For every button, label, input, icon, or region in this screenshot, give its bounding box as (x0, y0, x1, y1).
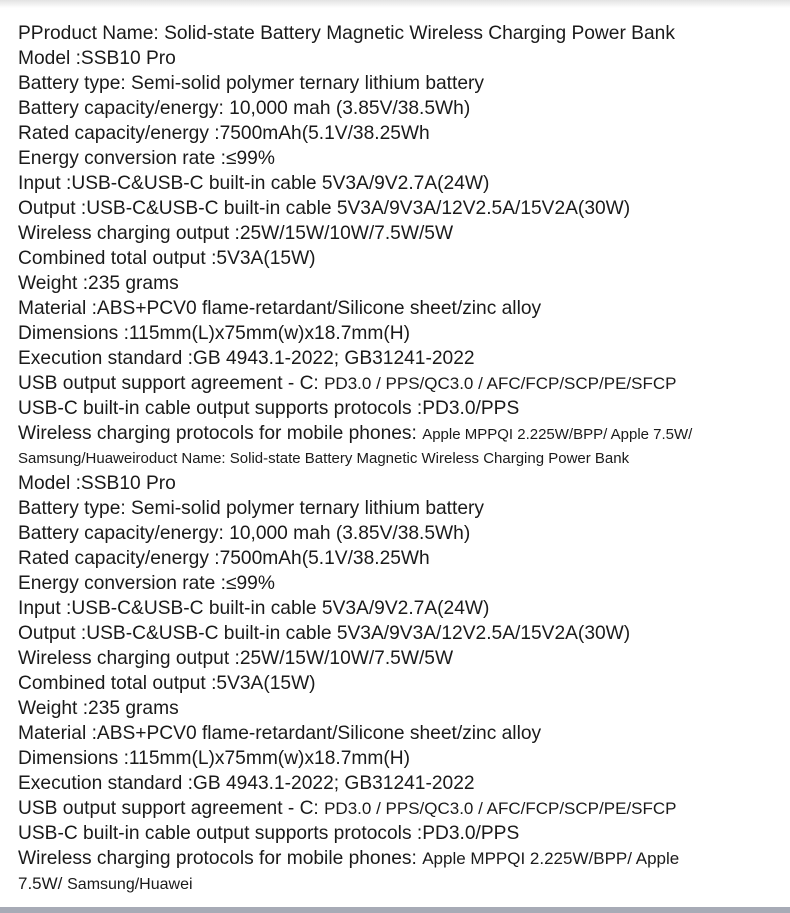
usb-agreement-line (18, 371, 786, 396)
wireless-protocols-line (18, 421, 786, 446)
bottom-divider (0, 907, 790, 913)
usb-agreement-value: PD3.0 / PPS/QC3.0 / AFC/FCP/SCP/PE/SFCP (324, 374, 677, 393)
spec-line: Dimensions :115mm(L)x75mm(w)x18.7mm(H) (18, 323, 410, 344)
wireless-protocols-continuation (18, 871, 786, 896)
spec-line: Energy conversion rate :≤99% (18, 573, 275, 594)
spec-line: Input :USB-C&USB-C built-in cable 5V3A/9V2.7A(24W) (18, 173, 490, 194)
spec-line: Wireless charging output :25W/15W/10W/7.5W/5W (18, 648, 454, 669)
spec-line: Input :USB-C&USB-C built-in cable 5V3A/9V2.7A(24W) (18, 598, 490, 619)
spec-line: PProduct Name: Solid-state Battery Magnetic Wireless Charging Power Bank (18, 23, 675, 44)
spec-line: Material :ABS+PCV0 flame-retardant/Silicone sheet/zinc alloy (18, 298, 542, 319)
spec-line: Model :SSB10 Pro (18, 473, 176, 494)
wireless-protocols-value: Apple MPPQI 2.225W/BPP/ Apple 7.5W/ (422, 426, 693, 443)
wireless-protocols-label: Wireless charging protocols for mobile phones: (18, 848, 423, 869)
wireless-protocols-cont-text: 7.5W/ (18, 874, 68, 893)
wireless-protocols-value: Apple MPPQI 2.225W/BPP/ Apple (422, 849, 680, 868)
spec-text-block (18, 21, 786, 896)
spec-line: Execution standard :GB 4943.1-2022; GB31241-2022 (18, 773, 475, 794)
spec-line: Weight :235 grams (18, 698, 179, 719)
spec-line: Dimensions :115mm(L)x75mm(w)x18.7mm(H) (18, 748, 410, 769)
wireless-protocols-cont-small: Samsung/Huawei (67, 876, 193, 893)
wireless-protocols-line (18, 846, 786, 871)
wireless-protocols-label: Wireless charging protocols for mobile phones: (18, 423, 423, 444)
usb-agreement-line (18, 796, 786, 821)
spec-line: Battery capacity/energy: 10,000 mah (3.85V/38.5Wh) (18, 523, 471, 544)
spec-line: Material :ABS+PCV0 flame-retardant/Silicone sheet/zinc alloy (18, 723, 542, 744)
spec-line: Execution standard :GB 4943.1-2022; GB31241-2022 (18, 348, 475, 369)
cable-protocols-line: USB-C built-in cable output supports protocols :PD3.0/PPS (18, 823, 520, 844)
spec-line: Weight :235 grams (18, 273, 179, 294)
spec-line: Combined total output :5V3A(15W) (18, 248, 316, 269)
spec-line: Output :USB-C&USB-C built-in cable 5V3A/9V3A/12V2.5A/15V2A(30W) (18, 198, 631, 219)
usb-agreement-label: USB output support agreement - C: (18, 798, 325, 819)
spec-line: Wireless charging output :25W/15W/10W/7.5W/5W (18, 223, 454, 244)
usb-agreement-value: PD3.0 / PPS/QC3.0 / AFC/FCP/SCP/PE/SFCP (324, 799, 677, 818)
spec-line: Combined total output :5V3A(15W) (18, 673, 316, 694)
spec-line: Model :SSB10 Pro (18, 48, 176, 69)
spec-line: Rated capacity/energy :7500mAh(5.1V/38.25Wh (18, 548, 430, 569)
top-shadow (0, 0, 790, 8)
spec-line: Battery type: Semi-solid polymer ternary lithium battery (18, 498, 484, 519)
spec-line: Rated capacity/energy :7500mAh(5.1V/38.25Wh (18, 123, 430, 144)
spec-line: Energy conversion rate :≤99% (18, 148, 275, 169)
spec-line: Battery capacity/energy: 10,000 mah (3.85V/38.5Wh) (18, 98, 471, 119)
usb-agreement-label: USB output support agreement - C: (18, 373, 325, 394)
spec-line: Output :USB-C&USB-C built-in cable 5V3A/9V3A/12V2.5A/15V2A(30W) (18, 623, 631, 644)
merged-line: Samsung/Huaweiroduct Name: Solid-state Battery Magnetic Wireless Charging Power Bank (18, 450, 630, 467)
spec-line: Battery type: Semi-solid polymer ternary lithium battery (18, 73, 484, 94)
cable-protocols-line: USB-C built-in cable output supports protocols :PD3.0/PPS (18, 398, 520, 419)
